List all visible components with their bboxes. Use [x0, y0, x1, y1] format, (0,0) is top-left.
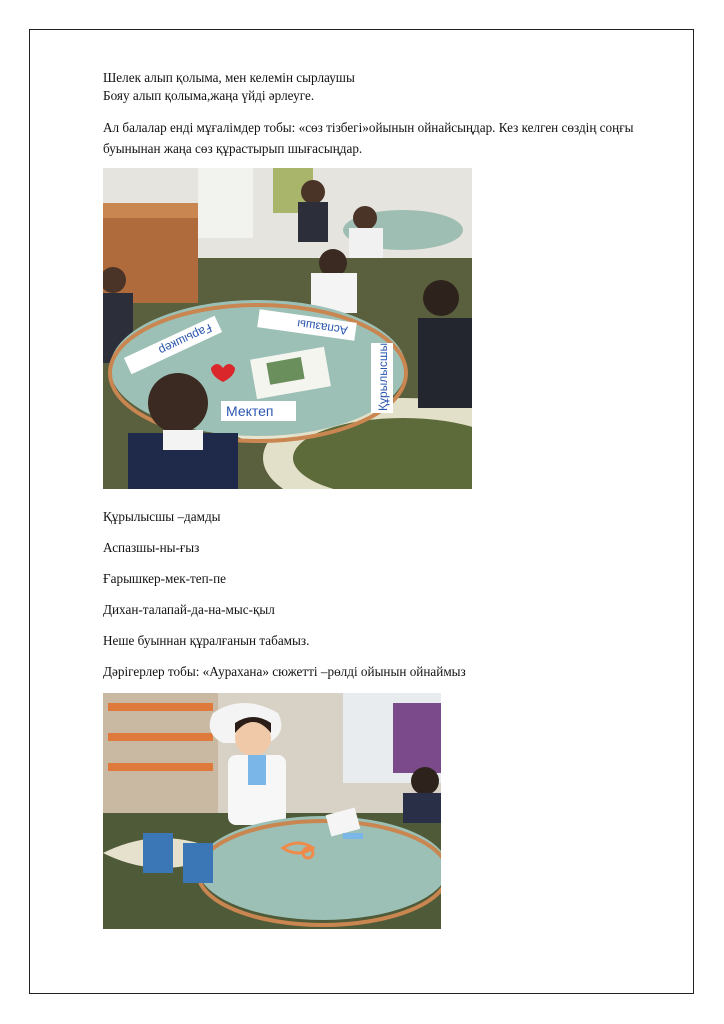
card-qurylysshy: Құрылысшы: [376, 342, 390, 411]
instruction-paragraph: Ал балалар енді мұғалімдер тобы: «сөз тізбегі»ойынын ойнайсыңдар. Кез келген сөздің соңғы буынынан жаңа сөз құрастырып шығасыңдар.: [103, 120, 634, 156]
classroom-photo-hospital-game: [103, 693, 441, 929]
word-chain-2: Аспазшы-ны-ғыз: [103, 540, 200, 555]
card-mektep: Мектеп: [226, 403, 274, 419]
card-aspazshy: Аспазшы: [296, 316, 349, 338]
classroom-photo-word-game: [103, 168, 472, 489]
word-chain-1: Құрылысшы –дамды: [103, 509, 221, 524]
card-garyshker: Ғарышкер: [156, 320, 215, 358]
syllable-note: Неше буыннан құралғанын табамыз.: [103, 633, 310, 648]
word-chain-4: Дихан-талапай-да-на-мыс-қыл: [103, 602, 275, 617]
poem-line-1: Шелек алып қолыма, мен келемін сырлаушы: [103, 70, 355, 85]
poem-line-2: Бояу алып қолыма,жаңа үйді әрлеуге.: [103, 88, 315, 103]
classroom-photo-word-game-image: [103, 168, 472, 489]
doctors-group-paragraph: Дәрігерлер тобы: «Аурахана» сюжетті –рөлді ойынын ойнаймыз: [103, 664, 466, 679]
classroom-photo-hospital-game-image: [103, 693, 441, 929]
word-chain-3: Ғарышкер-мек-теп-пе: [103, 571, 226, 586]
